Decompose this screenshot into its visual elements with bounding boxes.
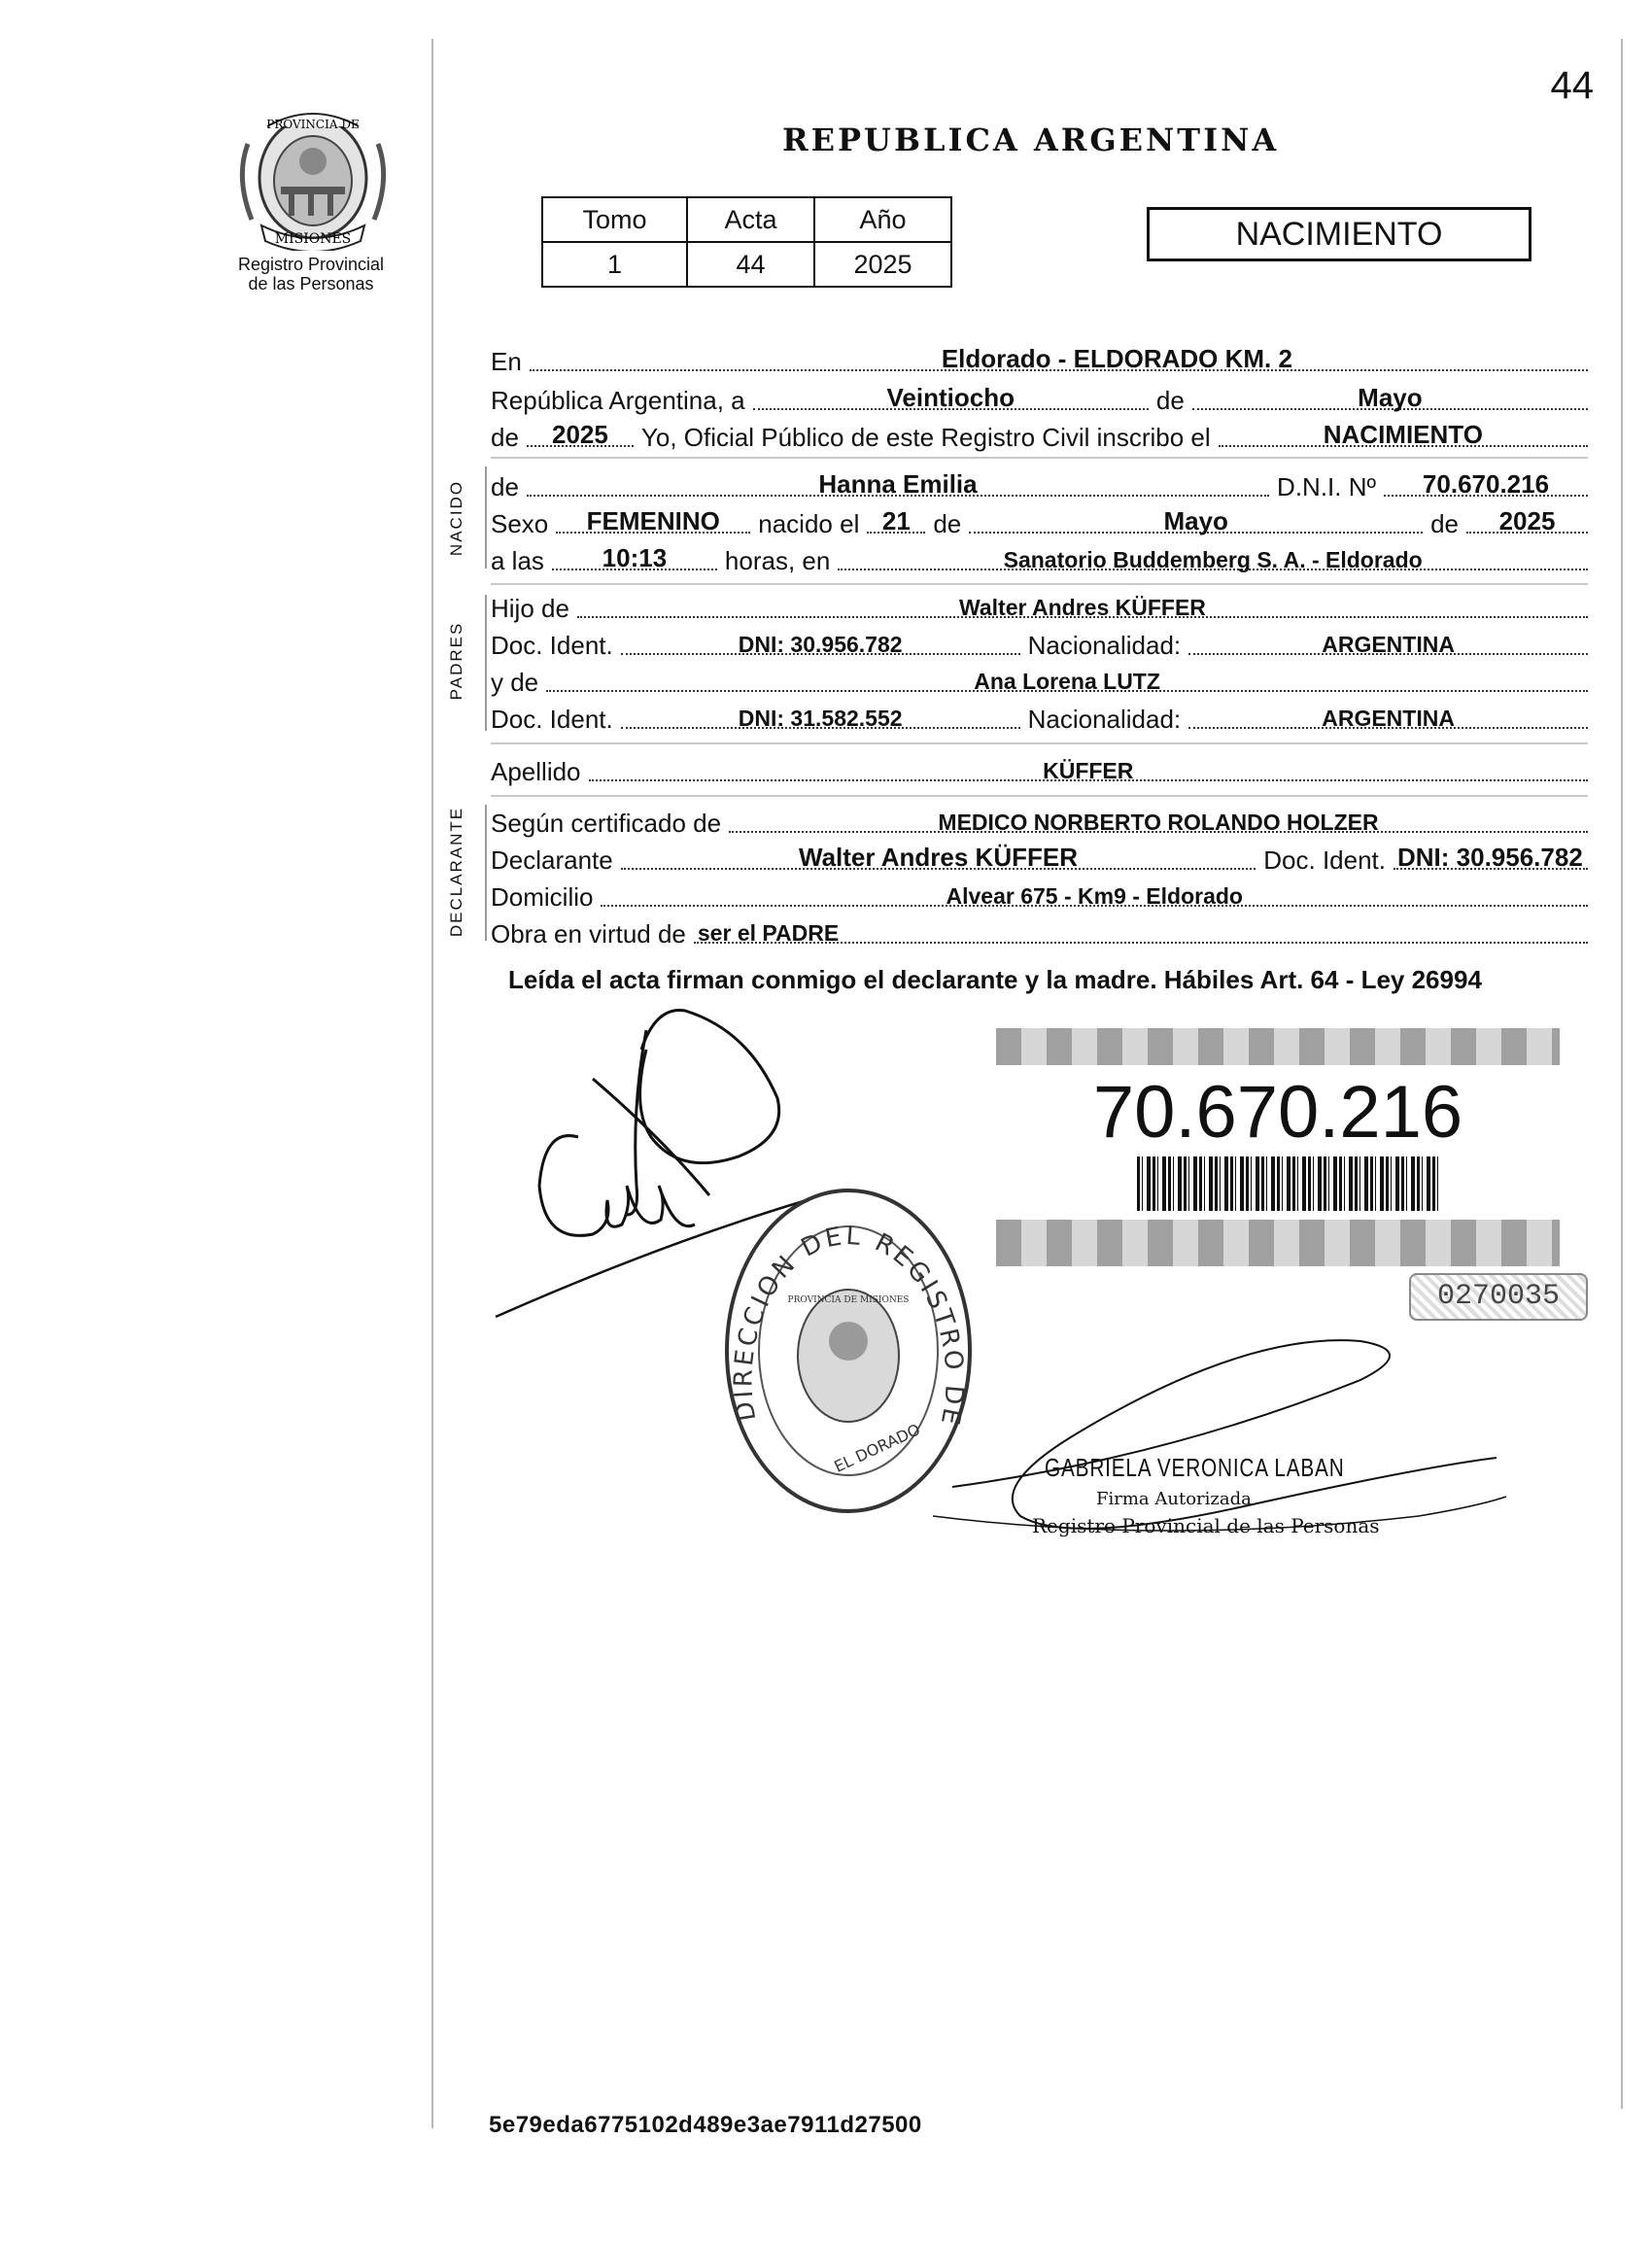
value-time: 10:13 — [602, 543, 668, 572]
label-nacido: nacido el — [758, 509, 860, 538]
label-de: de — [1155, 386, 1185, 415]
row-obra — [491, 911, 1588, 949]
sticker-serial: 0270035 — [1409, 1273, 1588, 1321]
label-de-year: de — [491, 423, 519, 452]
side-bar-padres — [485, 595, 487, 731]
value-first-names: Hanna Emilia — [818, 469, 978, 499]
value-birth-day: 21 — [881, 506, 911, 535]
value-day-words: Veintiocho — [886, 383, 1015, 412]
value-birth-month: Mayo — [1163, 506, 1228, 535]
document-type-box: NACIMIENTO — [1147, 207, 1532, 261]
value-birth-year: 2025 — [1498, 506, 1556, 535]
document-title: REPUBLICA ARGENTINA — [782, 121, 1280, 158]
value-father-nationality: ARGENTINA — [1322, 632, 1455, 657]
closing-statement: Leída el acta firman conmigo el declarante y la madre. Hábiles Art. 64 - Ley 26994 — [508, 965, 1482, 994]
value-certificado: MEDICO NORBERTO ROLANDO HOLZER — [938, 810, 1379, 835]
side-bar-declarante — [485, 805, 487, 941]
sticker-barcode — [1137, 1156, 1438, 1211]
label-de-month: de — [933, 509, 962, 538]
value-year: 2025 — [552, 420, 608, 449]
label-father-nationality: Nacionalidad: — [1027, 631, 1182, 660]
label-apellido: Apellido — [491, 757, 581, 786]
label-y-de: y de — [491, 668, 539, 697]
row-domicilio — [491, 874, 1588, 913]
label-en: En — [491, 347, 522, 376]
row-mother — [491, 659, 1588, 698]
value-place: Eldorado - ELDORADO KM. 2 — [941, 344, 1292, 373]
label-horas: horas, en — [724, 546, 831, 575]
anio-header: Año — [814, 197, 951, 242]
row-place — [491, 338, 1588, 377]
separator-nacido — [491, 457, 1588, 459]
label-domicilio: Domicilio — [491, 882, 594, 912]
left-margin-line — [431, 39, 433, 2128]
signatory-name: GABRIELA VERONICA LABAN — [1045, 1453, 1345, 1482]
label-father-doc: Doc. Ident. — [491, 631, 613, 660]
label-mother-doc: Doc. Ident. — [491, 705, 613, 734]
anio-value: 2025 — [814, 242, 951, 287]
side-bar-nacido — [485, 466, 487, 569]
row-event — [491, 414, 1588, 453]
document-hash: 5e79eda6775102d489e3ae7911d27500 — [489, 2112, 922, 2138]
reference-table — [541, 196, 952, 288]
label-hijo-de: Hijo de — [491, 594, 569, 623]
page-number: 44 — [1550, 64, 1594, 107]
label-declarante-doc: Doc. Ident. — [1263, 845, 1386, 875]
right-margin-line — [1621, 39, 1623, 2109]
row-time — [491, 537, 1588, 576]
label-de-name: de — [491, 472, 519, 501]
value-event: NACIMIENTO — [1323, 420, 1483, 449]
separator-apellido — [491, 742, 1588, 744]
label-certificado: Según certificado de — [491, 809, 722, 838]
value-mother-name: Ana Lorena LUTZ — [974, 669, 1160, 694]
acta-header: Acta — [687, 197, 814, 242]
section-label-padres: PADRES — [447, 621, 465, 701]
row-apellido — [491, 748, 1588, 787]
tomo-header: Tomo — [542, 197, 687, 242]
seal-text: DIRECCION DEL REGISTRO DE — [729, 1221, 969, 1431]
acta-value: 44 — [687, 242, 814, 287]
registry-caption-line2: de las Personas — [248, 274, 374, 293]
sticker-dni-number: 70.670.216 — [1092, 1071, 1463, 1154]
row-father-doc — [491, 622, 1588, 661]
value-declarante: Walter Andres KÜFFER — [799, 843, 1078, 872]
value-father-name: Walter Andres KÜFFER — [959, 595, 1206, 620]
value-sexo: FEMENINO — [586, 506, 720, 535]
section-label-nacido: NACIDO — [447, 479, 465, 556]
section-label-declarante: DECLARANTE — [447, 806, 465, 938]
value-month: Mayo — [1358, 383, 1423, 412]
registry-caption — [219, 255, 403, 293]
row-mother-doc — [491, 696, 1588, 735]
label-dni: D.N.I. Nº — [1277, 472, 1376, 501]
value-dni: 70.670.216 — [1422, 469, 1550, 499]
seal-inner-text: PROVINCIA DE MISIONES — [787, 1295, 910, 1305]
emblem-bottom-text: MISIONES — [274, 231, 352, 247]
sticker-band-top — [996, 1028, 1560, 1065]
label-officer: Yo, Oficial Público de este Registro Civil inscribo el — [640, 423, 1211, 452]
separator-declarante — [491, 795, 1588, 797]
row-date — [491, 377, 1588, 416]
label-obra: Obra en virtud de — [491, 919, 686, 949]
value-birth-place: Sanatorio Buddemberg S. A. - Eldorado — [1003, 547, 1423, 572]
row-father — [491, 585, 1588, 624]
value-obra: ser el PADRE — [697, 920, 840, 946]
signatory-role: Firma Autorizada — [1096, 1489, 1252, 1509]
emblem-top-text: PROVINCIA DE — [266, 118, 360, 131]
row-certificado — [491, 800, 1588, 839]
label-mother-nationality: Nacionalidad: — [1027, 705, 1182, 734]
label-republica: República Argentina, a — [491, 386, 745, 415]
sticker-band-bottom — [996, 1220, 1560, 1266]
row-name — [491, 464, 1588, 502]
registry-caption-line1: Registro Provincial — [237, 255, 385, 274]
value-mother-nationality: ARGENTINA — [1322, 706, 1455, 731]
label-sexo: Sexo — [491, 509, 549, 538]
value-declarante-doc: DNI: 30.956.782 — [1397, 843, 1583, 872]
value-father-doc: DNI: 30.956.782 — [738, 632, 903, 657]
row-declarante — [491, 837, 1588, 876]
label-declarante: Declarante — [491, 845, 613, 875]
value-apellido: KÜFFER — [1043, 758, 1134, 783]
value-domicilio: Alvear 675 - Km9 - Eldorado — [946, 883, 1243, 909]
label-de-year2: de — [1430, 509, 1459, 538]
province-emblem — [230, 105, 396, 251]
seal-city: EL DORADO — [831, 1420, 923, 1476]
signatory-org: Registro Provincial de las Personas — [1032, 1514, 1380, 1537]
tomo-value: 1 — [542, 242, 687, 287]
label-a-las: a las — [491, 546, 544, 575]
value-mother-doc: DNI: 31.582.552 — [738, 706, 903, 731]
row-sex — [491, 500, 1588, 539]
